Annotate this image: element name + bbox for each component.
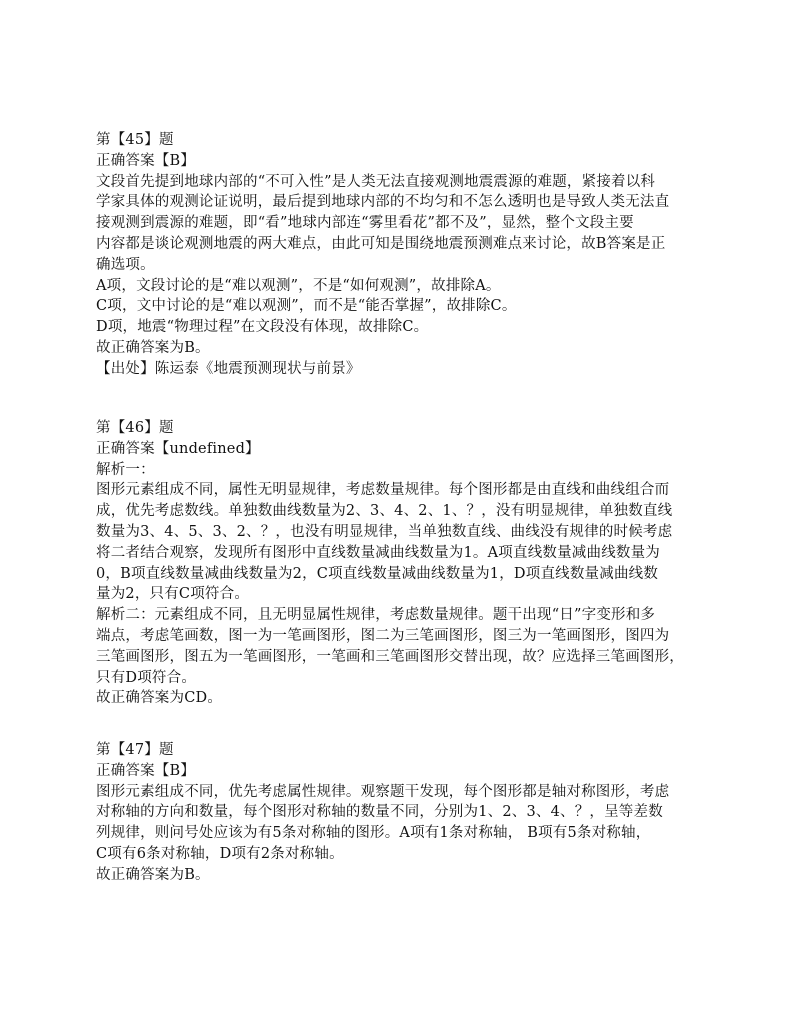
question-46-block (96, 418, 716, 709)
question-45-block (96, 130, 716, 380)
source-citation: 【出处】陈运泰《地震预测现状与前景》 (96, 360, 361, 377)
explanation-line: 端点，考虑笔画数，图一为一笔画图形，图二为三笔画图形，图三为一笔画图形，图四为 (96, 627, 670, 644)
option-a-note: A项，文段讨论的是“难以观测”，不是“如何观测”，故排除A。 (96, 277, 501, 294)
correct-answer: 正确答案【B】 (96, 762, 196, 779)
explanation-line: 解析二：元素组成不同，且无明显属性规律，考虑数量规律。题干出现“日”字变形和多 (96, 607, 656, 624)
final-answer: 故正确答案为B。 (96, 339, 210, 356)
explanation-line: 0，B项直线数量减曲线数量为2，C项直线数量减曲线数量为1，D项直线数量减曲线数 (96, 565, 659, 582)
explanation-line: C项有6条对称轴，D项有2条对称轴。 (96, 845, 344, 862)
explanation-line: 对称轴的方向和数量，每个图形对称轴的数量不同，分别为1、2、3、4、？，呈等差数 (96, 804, 663, 821)
analysis-heading: 解析一： (96, 461, 155, 478)
correct-answer: 正确答案【B】 (96, 152, 196, 169)
explanation-line: 量为2，只有C项符合。 (96, 586, 250, 603)
explanation-line: 确选项。 (96, 256, 155, 273)
explanation-line: 三笔画图形，图五为一笔画图形，一笔画和三笔画图形交替出现，故？应选择三笔画图形， (96, 648, 684, 665)
question-title: 第【45】题 (96, 132, 174, 148)
explanation-line: 只有D项符合。 (96, 669, 197, 686)
explanation-line: 学家具体的观测论证说明，最后提到地球内部的不均匀和不怎么透明也是导致人类无法直 (96, 194, 670, 211)
final-answer: 故正确答案为B。 (96, 866, 210, 883)
question-title: 第【46】题 (96, 420, 174, 436)
final-answer: 故正确答案为CD。 (96, 690, 223, 707)
explanation-line: 成，优先考虑数线。单独数曲线数量为2、3、4、2、1、？，没有明显规律，单独数直线 (96, 503, 673, 520)
option-c-note: C项，文中讨论的是“难以观测”，而不是“能否掌握”，故排除C。 (96, 298, 517, 315)
explanation-line: 内容都是谈论观测地震的两大难点，由此可知是围绕地震预测难点来讨论，故B答案是正 (96, 235, 666, 252)
explanation-line: 图形元素组成不同，属性无明显规律，考虑数量规律。每个图形都是由直线和曲线组合而 (96, 482, 670, 499)
explanation-line: 列规律，则问号处应该为有5条对称轴的图形。A项有1条对称轴， B项有5条对称轴， (96, 825, 651, 842)
question-title: 第【47】题 (96, 742, 174, 758)
correct-answer: 正确答案【undefined】 (96, 440, 260, 457)
explanation-line: 图形元素组成不同，优先考虑属性规律。观察题干发现，每个图形都是轴对称图形，考虑 (96, 783, 670, 800)
option-d-note: D项，地震“物理过程”在文段没有体现，故排除C。 (96, 319, 429, 336)
explanation-line: 数量为3、4、5、3、2、？，也没有明显规律，当单独数直线、曲线没有规律的时候考虑 (96, 523, 673, 540)
explanation-line: 将二者结合观察，发现所有图形中直线数量减曲线数量为1。A项直线数量减曲线数量为 (96, 544, 660, 561)
explanation-line: 文段首先提到地球内部的“不可入性”是人类无法直接观测地震震源的难题，紧接着以科 (96, 173, 656, 190)
question-47-block (96, 740, 716, 886)
explanation-line: 接观测到震源的难题，即“看”地球内部连“雾里看花”都不及”，显然，整个文段主要 (96, 215, 634, 232)
